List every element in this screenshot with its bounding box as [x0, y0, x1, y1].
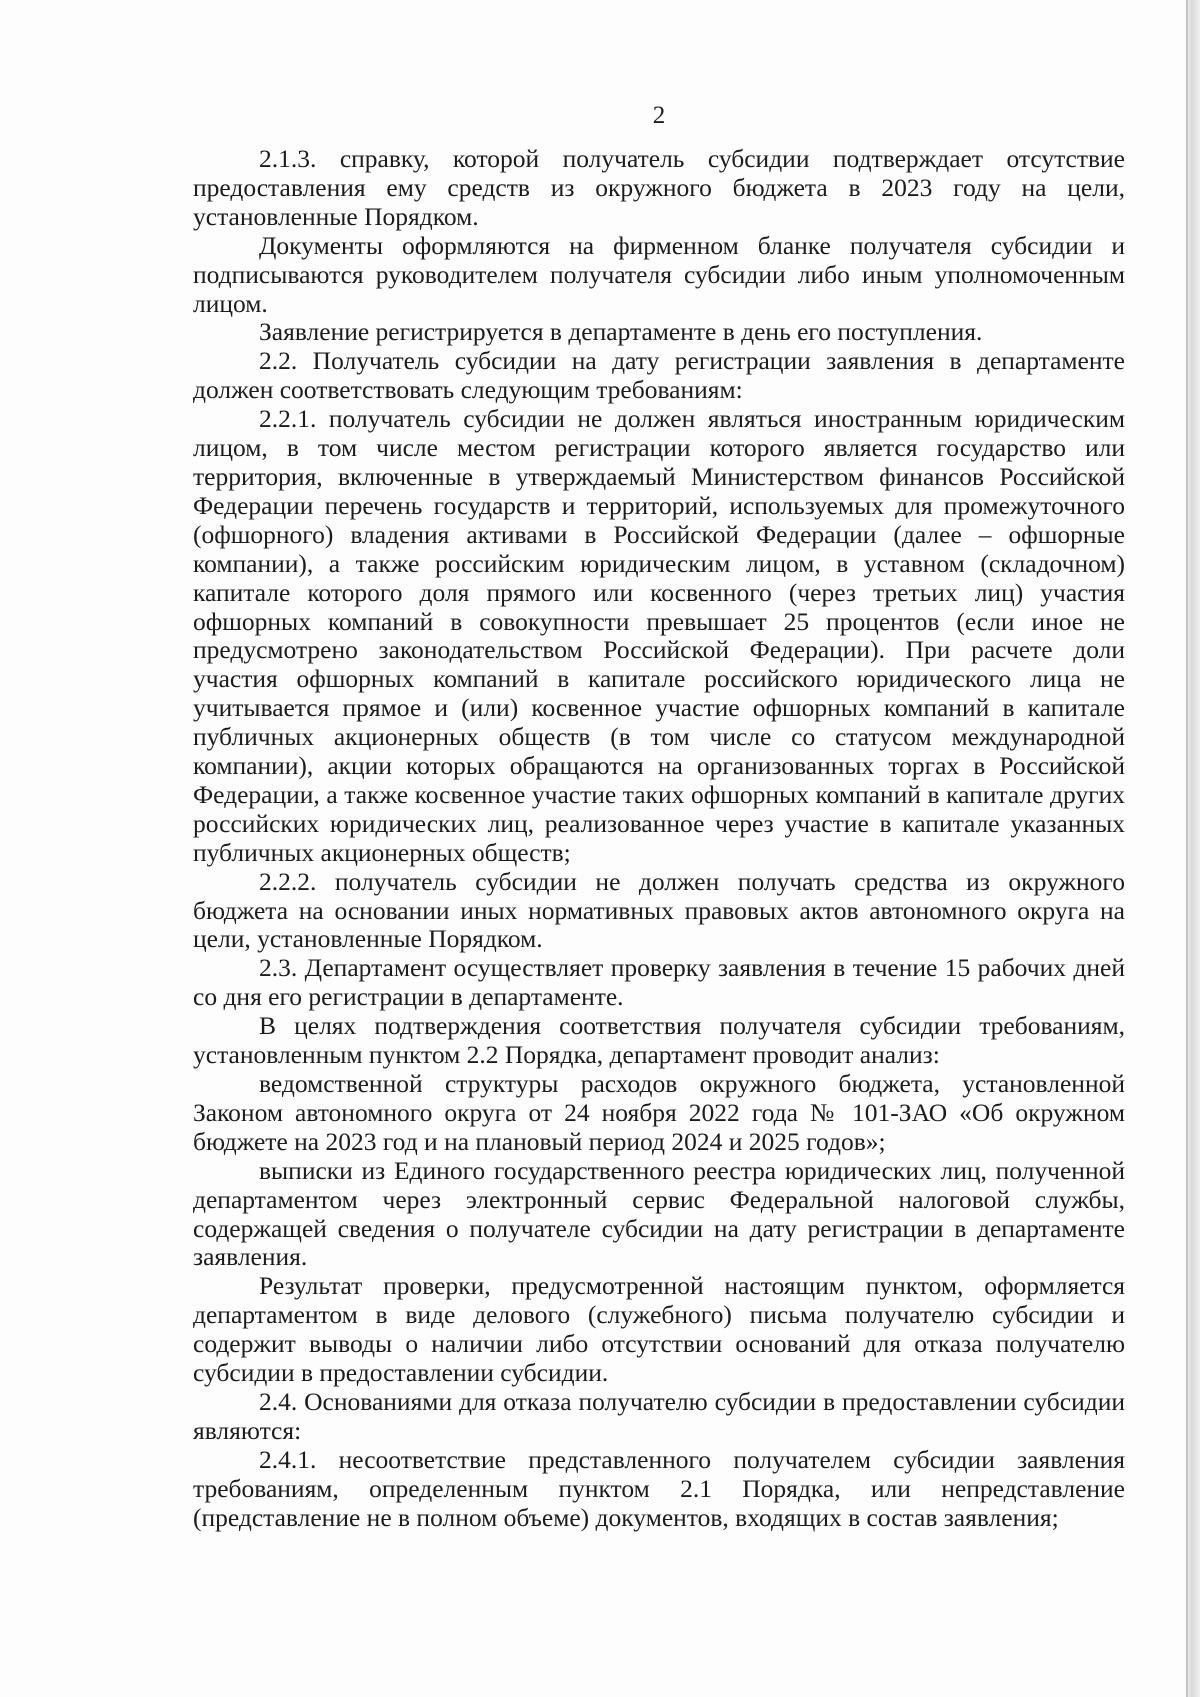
paragraph-2-2-1: 2.2.1. получатель субсидии не должен являться иностранным юридическим лицом, в том числе местом регистрации которого является государство или территория, включенные в утверждаемый Министерством финансов Российской Федерации перечень государств и территорий, используемых для промежуточного (офшорного) владения активами в Российской Федерации (далее – офшорные компании), а также российским юридическим лицом, в уставном (складочном) капитале которого доля прямого или косвенного (через третьих лиц) участия офшорных компаний в совокупности превышает 25 процентов (если иное не предусмотрено законодательством Российской Федерации). При расчете доли участия офшорных компаний в капитале российского юридического лица не учитывается прямое и (или) косвенное участие офшорных компаний в капитале публичных акционерных обществ (в том числе со статусом международной компании), акции которых обращаются на организованных торгах в Российской Федерации, а также косвенное участие таких офшорных компаний в капитале других российских юридических лиц, реализованное через участие в капитале указанных публичных акционерных обществ; [193, 404, 1125, 867]
scan-edge-line [1186, 0, 1188, 1697]
document-body [193, 145, 1125, 1533]
paragraph-budget-structure: ведомственной структуры расходов окружного бюджета, установленной Законом автономного округа от 24 ноября 2022 года № 101-ЗАО «Об окружном бюджете на 2023 год и на плановый период 2024 и 2025 годов»; [193, 1069, 1125, 1156]
paragraph-check-result: Результат проверки, предусмотренной настоящим пунктом, оформляется департаментом в виде делового (служебного) письма получателю субсидии и содержит выводы о наличии либо отсутствии оснований для отказа получателю субсидии в предоставлении субсидии. [193, 1271, 1125, 1388]
paragraph-2-1-3: 2.1.3. справку, которой получатель субсидии подтверждает отсутствие предоставления ему средств из окружного бюджета в 2023 году на цели, установленные Порядком. [193, 144, 1125, 231]
paragraph-documents-format: Документы оформляются на фирменном бланке получателя субсидии и подписываются руководителем получателя субсидии либо иным уполномоченным лицом. [193, 230, 1125, 318]
paragraph-2-4: 2.4. Основаниями для отказа получателю субсидии в предоставлении субсидии являются: [193, 1386, 1125, 1445]
paragraph-analysis-intro: В целях подтверждения соответствия получателя субсидии требованиям, установленным пунктом 2.2 Порядка, департамент проводит анализ: [193, 1011, 1125, 1070]
page-number: 2 [652, 102, 666, 129]
paragraph-2-4-1: 2.4.1. несоответствие представленного получателем субсидии заявления требованиям, определенным пунктом 2.1 Порядка, или непредставление (представление не в полном объеме) документов, входящих в состав заявления; [193, 1444, 1125, 1532]
paragraph-registration: Заявление регистрируется в департаменте в день его поступления. [259, 317, 983, 347]
paragraph-egrul-extract: выписки из Единого государственного реестра юридических лиц, полученной департаментом через электронный сервис Федеральной налоговой службы, содержащей сведения о получателе субсидии на дату регистрации в департаменте заявления. [193, 1155, 1125, 1272]
paragraph-2-2-2: 2.2.2. получатель субсидии не должен получать средства из окружного бюджета на основании иных нормативных правовых актов автономного округа на цели, установленные Порядком. [193, 866, 1125, 954]
paragraph-2-2: 2.2. Получатель субсидии на дату регистрации заявления в департаменте должен соответствовать следующим требованиям: [193, 346, 1125, 405]
scan-page-edge [1186, 0, 1200, 1697]
paragraph-2-3: 2.3. Департамент осуществляет проверку заявления в течение 15 рабочих дней со дня его регистрации в департаменте. [193, 953, 1125, 1012]
